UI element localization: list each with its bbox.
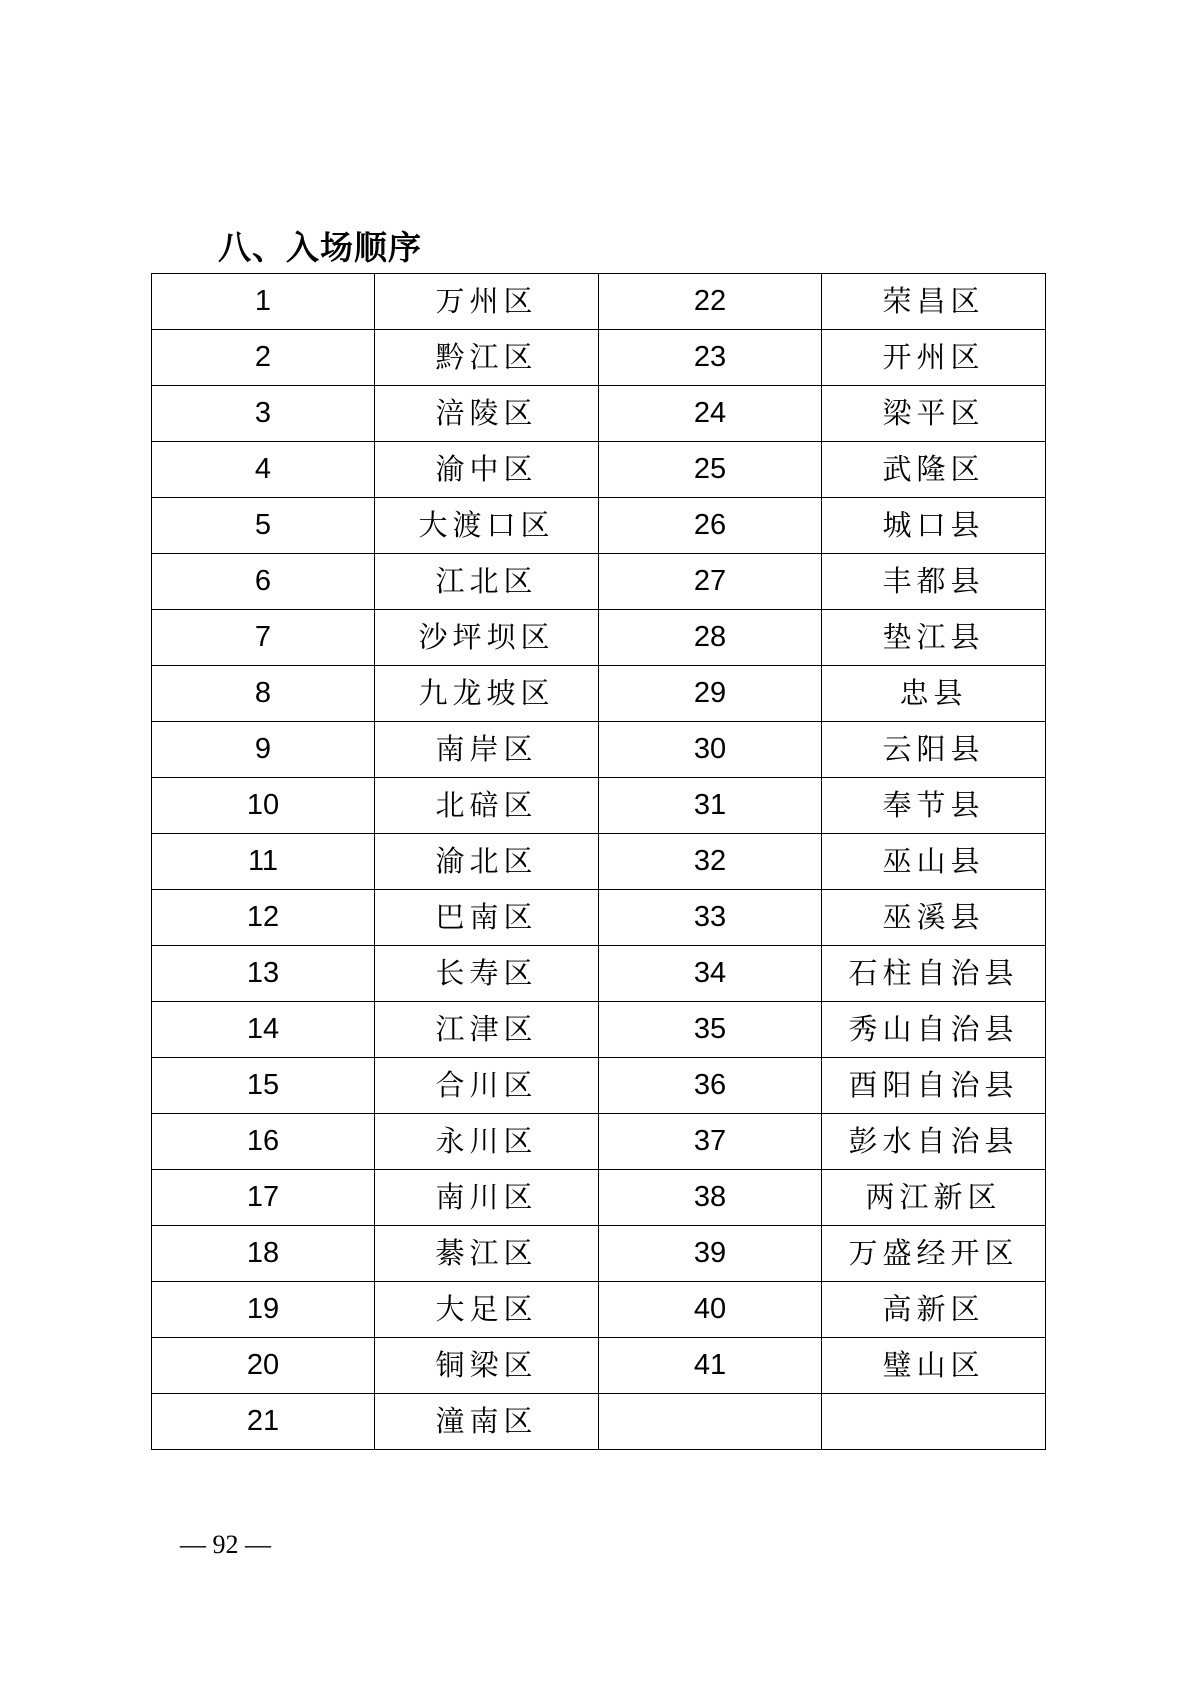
order-number-cell: 36 xyxy=(599,1058,822,1114)
district-name-cell: 黔江区 xyxy=(375,330,599,386)
district-name-cell: 南岸区 xyxy=(375,722,599,778)
table-row xyxy=(152,274,1046,330)
district-name-cell: 酉阳自治县 xyxy=(822,1058,1046,1114)
order-number-cell: 16 xyxy=(152,1114,375,1170)
order-number-cell: 41 xyxy=(599,1338,822,1394)
order-number-cell: 22 xyxy=(599,274,822,330)
order-number-cell xyxy=(599,1394,822,1450)
order-number-cell: 38 xyxy=(599,1170,822,1226)
page-number: — 92 — xyxy=(180,1530,271,1559)
district-name-cell: 大渡口区 xyxy=(375,498,599,554)
order-number-cell: 24 xyxy=(599,386,822,442)
order-number-cell: 3 xyxy=(152,386,375,442)
district-name-cell: 巫溪县 xyxy=(822,890,1046,946)
district-name-cell: 江北区 xyxy=(375,554,599,610)
order-number-cell: 33 xyxy=(599,890,822,946)
order-number-cell: 34 xyxy=(599,946,822,1002)
district-name-cell: 武隆区 xyxy=(822,442,1046,498)
table-row xyxy=(152,890,1046,946)
order-number-cell: 5 xyxy=(152,498,375,554)
table-row xyxy=(152,1394,1046,1450)
district-name-cell: 永川区 xyxy=(375,1114,599,1170)
order-number-cell: 37 xyxy=(599,1114,822,1170)
district-name-cell: 綦江区 xyxy=(375,1226,599,1282)
district-name-cell: 铜梁区 xyxy=(375,1338,599,1394)
order-number-cell: 1 xyxy=(152,274,375,330)
order-number-cell: 15 xyxy=(152,1058,375,1114)
order-number-cell: 32 xyxy=(599,834,822,890)
district-name-cell: 北碚区 xyxy=(375,778,599,834)
table-row xyxy=(152,1226,1046,1282)
district-name-cell: 璧山区 xyxy=(822,1338,1046,1394)
table-row xyxy=(152,834,1046,890)
district-name-cell: 万州区 xyxy=(375,274,599,330)
order-number-cell: 6 xyxy=(152,554,375,610)
order-number-cell: 19 xyxy=(152,1282,375,1338)
district-name-cell: 奉节县 xyxy=(822,778,1046,834)
table-row xyxy=(152,666,1046,722)
district-name-cell: 云阳县 xyxy=(822,722,1046,778)
table-row xyxy=(152,1002,1046,1058)
section-title: 八、入场顺序 xyxy=(218,228,422,267)
table-row xyxy=(152,610,1046,666)
order-number-cell: 8 xyxy=(152,666,375,722)
district-name-cell: 高新区 xyxy=(822,1282,1046,1338)
order-number-cell: 27 xyxy=(599,554,822,610)
district-name-cell: 丰都县 xyxy=(822,554,1046,610)
district-name-cell: 潼南区 xyxy=(375,1394,599,1450)
table-row xyxy=(152,386,1046,442)
district-name-cell: 沙坪坝区 xyxy=(375,610,599,666)
table-row xyxy=(152,778,1046,834)
district-name-cell: 涪陵区 xyxy=(375,386,599,442)
table-row xyxy=(152,722,1046,778)
table-row xyxy=(152,1338,1046,1394)
district-name-cell: 彭水自治县 xyxy=(822,1114,1046,1170)
entry-order-table xyxy=(151,273,1046,1450)
order-number-cell: 23 xyxy=(599,330,822,386)
entry-order-table-body xyxy=(152,274,1046,1450)
table-row xyxy=(152,330,1046,386)
order-number-cell: 28 xyxy=(599,610,822,666)
order-number-cell: 9 xyxy=(152,722,375,778)
order-number-cell: 31 xyxy=(599,778,822,834)
district-name-cell: 梁平区 xyxy=(822,386,1046,442)
district-name-cell: 合川区 xyxy=(375,1058,599,1114)
district-name-cell: 万盛经开区 xyxy=(822,1226,1046,1282)
order-number-cell: 40 xyxy=(599,1282,822,1338)
order-number-cell: 18 xyxy=(152,1226,375,1282)
order-number-cell: 20 xyxy=(152,1338,375,1394)
district-name-cell: 秀山自治县 xyxy=(822,1002,1046,1058)
district-name-cell: 渝中区 xyxy=(375,442,599,498)
district-name-cell: 巴南区 xyxy=(375,890,599,946)
order-number-cell: 13 xyxy=(152,946,375,1002)
order-number-cell: 4 xyxy=(152,442,375,498)
order-number-cell: 11 xyxy=(152,834,375,890)
district-name-cell: 巫山县 xyxy=(822,834,1046,890)
district-name-cell: 大足区 xyxy=(375,1282,599,1338)
order-number-cell: 26 xyxy=(599,498,822,554)
district-name-cell: 城口县 xyxy=(822,498,1046,554)
order-number-cell: 12 xyxy=(152,890,375,946)
district-name-cell: 垫江县 xyxy=(822,610,1046,666)
district-name-cell: 南川区 xyxy=(375,1170,599,1226)
district-name-cell: 江津区 xyxy=(375,1002,599,1058)
district-name-cell: 渝北区 xyxy=(375,834,599,890)
district-name-cell: 两江新区 xyxy=(822,1170,1046,1226)
district-name-cell: 开州区 xyxy=(822,330,1046,386)
order-number-cell: 30 xyxy=(599,722,822,778)
district-name-cell: 石柱自治县 xyxy=(822,946,1046,1002)
district-name-cell: 长寿区 xyxy=(375,946,599,1002)
order-number-cell: 25 xyxy=(599,442,822,498)
table-row xyxy=(152,1058,1046,1114)
table-row xyxy=(152,442,1046,498)
table-row xyxy=(152,1170,1046,1226)
order-number-cell: 7 xyxy=(152,610,375,666)
table-row xyxy=(152,498,1046,554)
district-name-cell: 九龙坡区 xyxy=(375,666,599,722)
order-number-cell: 2 xyxy=(152,330,375,386)
order-number-cell: 17 xyxy=(152,1170,375,1226)
order-number-cell: 35 xyxy=(599,1002,822,1058)
table-row xyxy=(152,1114,1046,1170)
district-name-cell: 忠县 xyxy=(822,666,1046,722)
order-number-cell: 10 xyxy=(152,778,375,834)
order-number-cell: 21 xyxy=(152,1394,375,1450)
order-number-cell: 39 xyxy=(599,1226,822,1282)
district-name-cell xyxy=(822,1394,1046,1450)
order-number-cell: 29 xyxy=(599,666,822,722)
table-row xyxy=(152,554,1046,610)
table-row xyxy=(152,946,1046,1002)
district-name-cell: 荣昌区 xyxy=(822,274,1046,330)
order-number-cell: 14 xyxy=(152,1002,375,1058)
table-row xyxy=(152,1282,1046,1338)
